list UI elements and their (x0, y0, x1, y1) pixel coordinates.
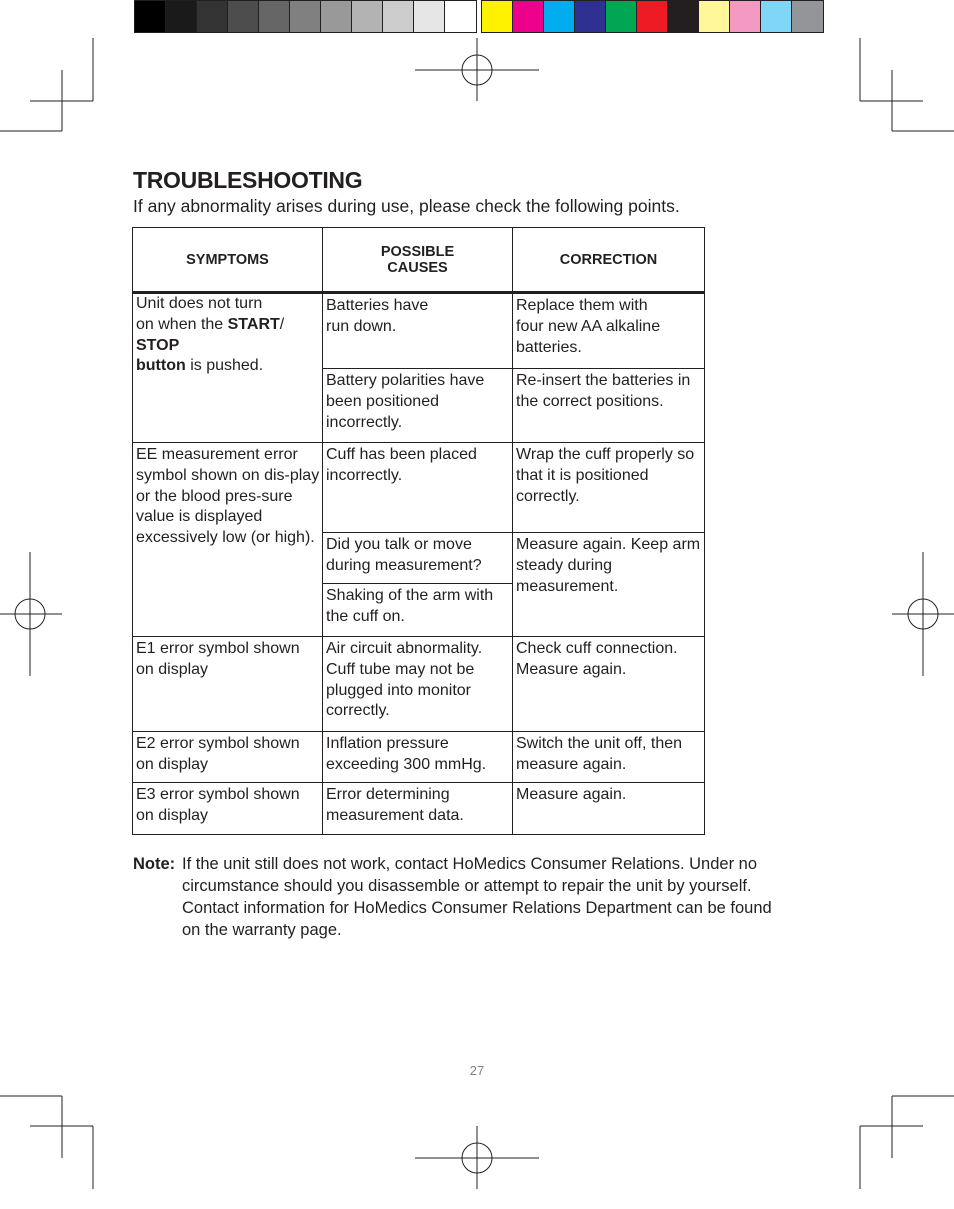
column-header-symptoms: SYMPTOMS (133, 228, 323, 293)
table-row (133, 637, 705, 732)
symptom-cell (133, 293, 323, 443)
symptom-cell: E1 error symbol shown on display (133, 637, 323, 732)
correction-cell: Measure again. (513, 783, 705, 835)
start-button-label: START (227, 315, 280, 333)
correction-cell: Re-insert the batteries in the correct positions. (513, 369, 705, 443)
button-label: button (136, 357, 186, 375)
column-header-causes (323, 228, 513, 293)
page-title: TROUBLESHOOTING (133, 167, 363, 193)
cause-cell: Did you talk or move during measurement? (323, 533, 513, 584)
cause-cell: Air circuit abnormality. Cuff tube may not be plugged into monitor correctly. (323, 637, 513, 732)
table-row (133, 783, 705, 835)
table-header-row (133, 228, 705, 293)
stop-button-label: STOP (136, 336, 180, 354)
registration-mark (415, 1126, 539, 1189)
cause-cell: Error determining measurement data. (323, 783, 513, 835)
correction-cell: Switch the unit off, then measure again. (513, 732, 705, 783)
registration-mark (892, 552, 954, 676)
symptom-cell: E3 error symbol shown on display (133, 783, 323, 835)
troubleshooting-table (132, 227, 705, 835)
cause-cell: Shaking of the arm with the cuff on. (323, 584, 513, 637)
table-row (133, 293, 705, 369)
symptom-text: / (279, 315, 285, 333)
symptom-text: Unit does not turn (136, 295, 263, 312)
cause-cell: Inflation pressure exceeding 300 mmHg. (323, 732, 513, 783)
causes-header-line1: POSSIBLE (380, 243, 455, 260)
correction-cell: Measure again. Keep arm steady during measurement. (513, 533, 705, 637)
registration-mark (0, 552, 62, 676)
note-text: If the unit still does not work, contact HoMedics Consumer Relations. Under no circumstance should you disassemble or attempt to repair the unit by yourself. Contact information for HoMedics Consumer Relations Department can be found on the warranty page. (182, 855, 772, 939)
cause-cell: Battery polarities have been positioned incorrectly. (323, 369, 513, 443)
cause-cell: Cuff has been placed incorrectly. (323, 443, 513, 533)
correction-cell: Check cuff connection. Measure again. (513, 637, 705, 732)
symptom-cell: EE measurement error symbol shown on dis-play or the blood pres-sure value is displayed excessively low (or high). (133, 443, 323, 637)
correction-cell: Wrap the cuff properly so that it is positioned correctly. (513, 443, 705, 533)
table-row (133, 732, 705, 783)
symptom-cell: E2 error symbol shown on display (133, 732, 323, 783)
table-row (133, 443, 705, 533)
note-block (133, 853, 773, 941)
registration-mark (415, 38, 539, 101)
cause-cell: Batteries have run down. (323, 293, 513, 369)
causes-header-line2: CAUSES (387, 259, 448, 276)
correction-cell: Replace them with four new AA alkaline batteries. (513, 293, 705, 369)
symptom-text: is pushed. (185, 357, 264, 375)
column-header-correction: CORRECTION (513, 228, 705, 293)
note-label: Note: (133, 855, 176, 873)
page-subtitle: If any abnormality arises during use, please check the following points. (133, 196, 680, 216)
symptom-text: on when the (136, 315, 228, 333)
page-number: 27 (469, 1063, 485, 1078)
